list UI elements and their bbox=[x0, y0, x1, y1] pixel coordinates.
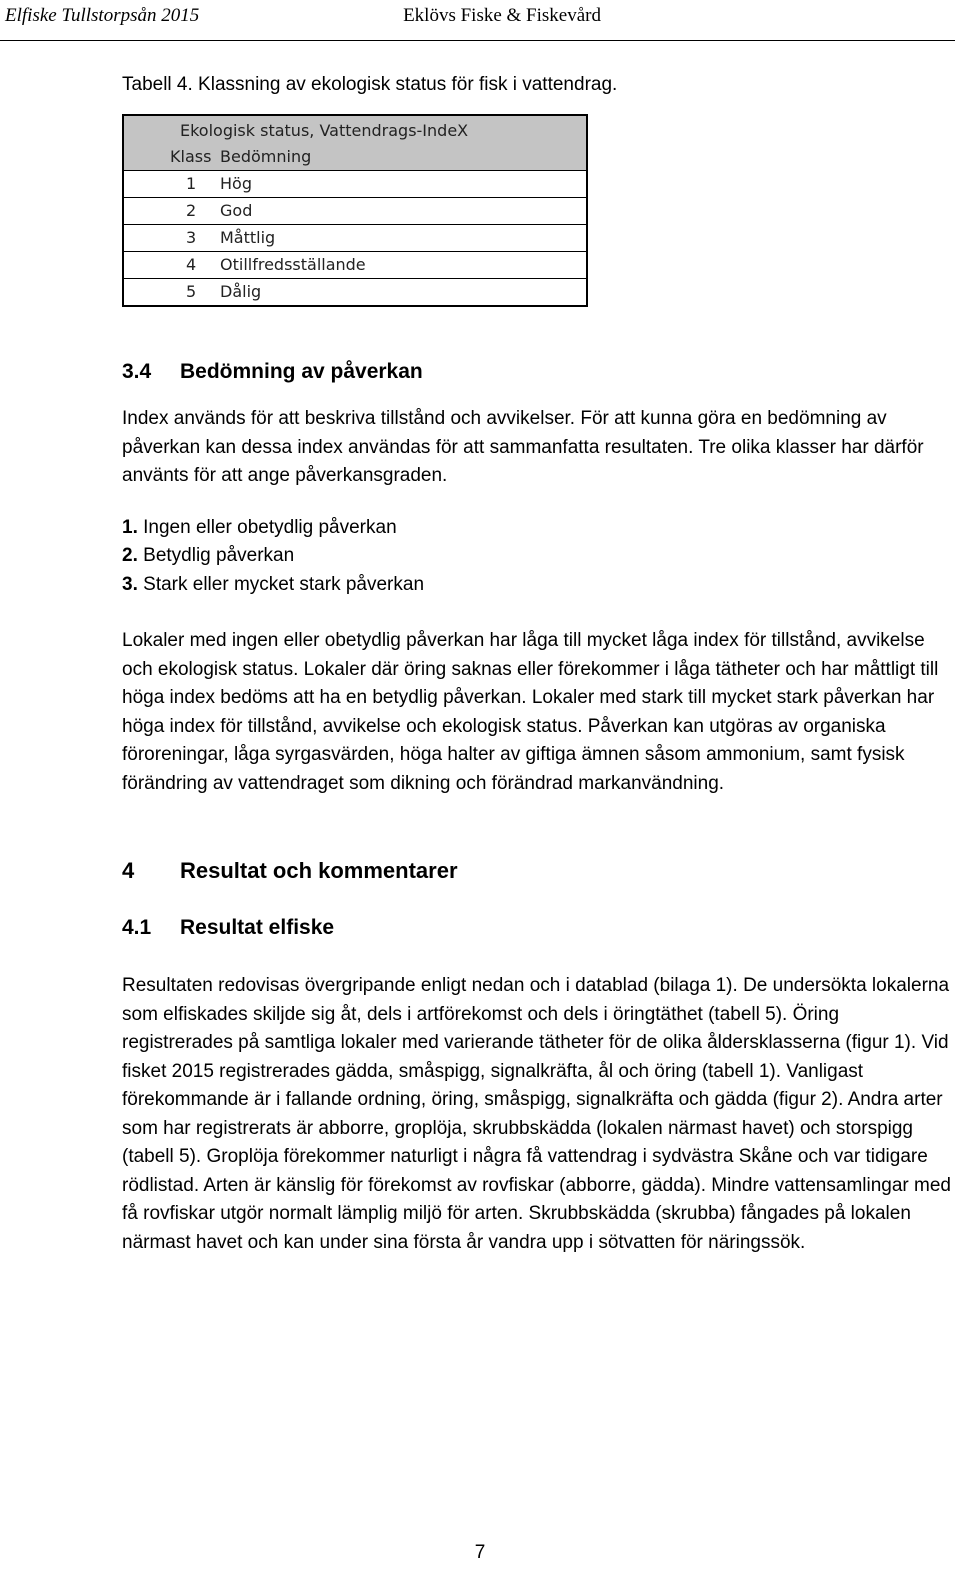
table-row bbox=[124, 171, 586, 198]
table-row bbox=[124, 225, 586, 252]
section-title: Resultat och kommentarer bbox=[180, 858, 458, 883]
list-text: Ingen eller obetydlig påverkan bbox=[143, 516, 397, 538]
table-row bbox=[124, 252, 586, 279]
cell-grade: God bbox=[220, 201, 253, 220]
section-heading-4 bbox=[122, 856, 952, 886]
list-number: 1. bbox=[122, 516, 138, 538]
section-number: 4 bbox=[122, 858, 135, 883]
list-number: 3. bbox=[122, 573, 138, 595]
list-number: 2. bbox=[122, 545, 138, 566]
table-header bbox=[124, 116, 586, 171]
section-title: Bedömning av påverkan bbox=[180, 360, 423, 383]
cell-class: 2 bbox=[186, 201, 197, 220]
cell-grade: Hög bbox=[220, 174, 252, 193]
section-number: 3.4 bbox=[122, 360, 152, 383]
list-text: Stark eller mycket stark påverkan bbox=[143, 573, 425, 595]
cell-grade: Dålig bbox=[220, 282, 262, 301]
section-title: Resultat elfiske bbox=[180, 916, 335, 939]
section-4-1-body: Resultaten redovisas övergripande enligt nedan och i datablad (bilaga 1). De undersökta lokalerna som elfiskades skiljde sig åt, dels i artförekomst och dels i öringtäthet (tabell 5). Öring registrerades på samtliga lokaler med varierande tätheter för de olika åldersklasserna (figur 1). Vid fisket 2015 registrerades gädda, småspigg, signalkräfta, ål och öring (tabell 1). Vanligast förekommande är i fallande ordning, öring, småspigg, signalkräfta och gädda (figur 2). Andra arter som har registrerats är abborre, groplöja, skrubbskädda (lokalen närmast havet) och storspigg (tabell 5). Groplöja förekommer naturligt i några få vattendrag i sydvästra Skåne och var tidigare rödlistad. Arten är känslig för förekomst av rovfiskar (abborre, gädda). Mindre vattensamlingar med få rovfiskar utgör normalt lämplig miljö för arten. Skrubbskädda (skrubba) fångades på lokalen närmast havet och kan under sina första år vandra upp i sötvatten för näringssök. bbox=[122, 975, 951, 1253]
cell-class: 1 bbox=[186, 174, 197, 193]
status-table bbox=[122, 114, 588, 307]
column-header-class: Klass bbox=[170, 147, 212, 166]
list-item bbox=[122, 514, 952, 543]
impact-class-list bbox=[122, 514, 952, 600]
cell-class: 4 bbox=[186, 255, 197, 274]
page-header bbox=[0, 0, 960, 44]
section-number: 4.1 bbox=[122, 916, 152, 939]
cell-grade: Måttlig bbox=[220, 228, 276, 247]
header-report-title: Elfiske Tullstorpsån 2015 bbox=[5, 5, 200, 26]
column-header-grade: Bedömning bbox=[220, 147, 312, 166]
list-item bbox=[122, 571, 952, 600]
header-company: Eklövs Fiske & Fiskevård bbox=[403, 5, 601, 26]
table-row bbox=[124, 198, 586, 225]
cell-grade: Otillfredsställande bbox=[220, 255, 366, 274]
cell-class: 3 bbox=[186, 228, 197, 247]
table-column-headers bbox=[124, 144, 586, 170]
list-text: Betydlig påverkan bbox=[143, 545, 295, 566]
table-title: Ekologisk status, Vattendrags-IndeX bbox=[180, 121, 469, 140]
section-3-4-intro: Index används för att beskriva tillstånd och avvikelser. För att kunna göra en bedömning av påverkan kan dessa index användas för att sammanfatta resultaten. Tre olika klasser har därför använts för att ange påverkansgraden. bbox=[122, 408, 924, 486]
section-heading-4-1 bbox=[122, 914, 952, 942]
page-content bbox=[122, 72, 952, 1257]
table-row bbox=[124, 279, 586, 305]
section-heading-3-4 bbox=[122, 358, 952, 386]
cell-class: 5 bbox=[186, 282, 197, 301]
table-caption: Tabell 4. Klassning av ekologisk status för fisk i vattendrag. bbox=[122, 74, 618, 95]
header-rule bbox=[0, 40, 955, 41]
page-number: 7 bbox=[474, 1542, 486, 1563]
list-item bbox=[122, 542, 952, 571]
section-3-4-body: Lokaler med ingen eller obetydlig påverkan har låga till mycket låga index för tillstånd, avvikelse och ekologisk status. Lokaler där öring saknas eller förekommer i låga tätheter och har måttligt till höga index bedöms att ha en betydlig påverkan. Lokaler med stark till mycket stark påverkan har höga index för tillstånd, avvikelse och ekologisk status. Påverkan kan utgöras av organiska föroreningar, låga syrgasvärden, höga halter av giftiga ämnen såsom ammonium, samt fysisk förändring av vattendraget som dikning och förändrad markanvändning. bbox=[122, 630, 939, 794]
